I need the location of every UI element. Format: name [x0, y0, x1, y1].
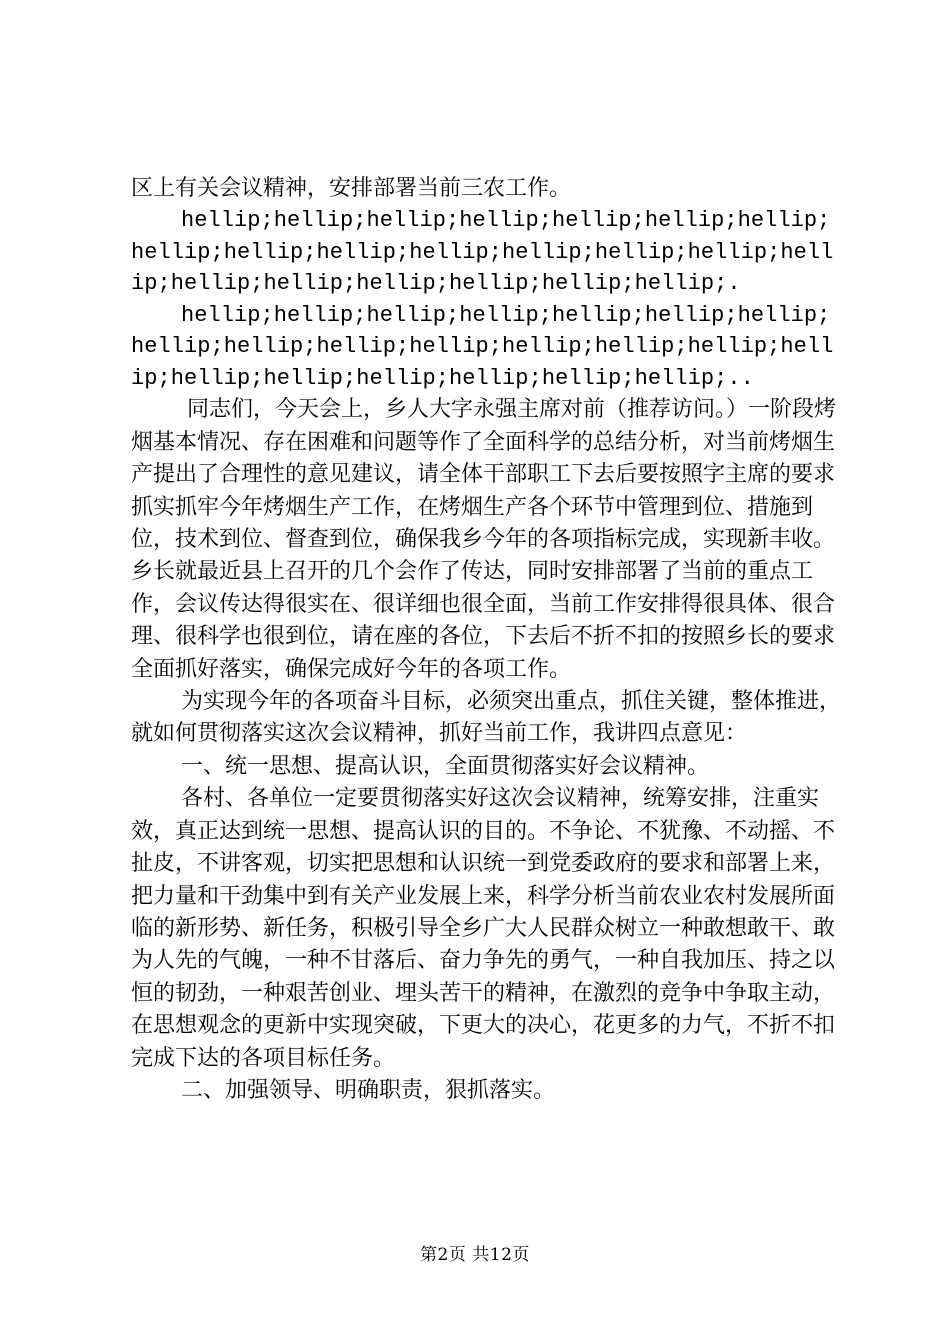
paragraph-continuation: 区上有关会议精神，安排部署当前三农工作。	[131, 176, 572, 201]
heading-point-one: 一、统一思想、提高认识，全面贯彻落实好会议精神。	[181, 753, 710, 779]
paragraph-comrades: 同志们，今天会上，乡人大字永强主席对前（推荐访问。）一阶段烤烟基本情况、存在困难和问题等作了全面科学的总结分析，对当前烤烟生产提出了合理性的意见建议，请全体干部职工下去后要按照字主席的要求抓实抓牢今年烤烟生产工作，在烤烟生产各个环节中管理到位、措施到位，技术到位、督查到位，确保我乡今年的各项指标完成，实现新丰收。乡长就最近县上召开的几个会作了传达，同时安排部署了当前的重点工作，会议传达得很实在、很详细也很全面，当前工作安排得很具体、很合理、很科学也很到位，请在座的各位，下去后不折不扣的按照乡长的要求全面抓好落实，确保完成好今年的各项工作。	[131, 397, 837, 682]
document-body	[131, 173, 841, 1107]
heading-point-two: 二、加强领导、明确职责，狠抓落实。	[181, 1077, 556, 1103]
paragraph-ellipsis-2: hellip;hellip;hellip;hellip;hellip;hellip;hellip;hellip;hellip;hellip;hellip;hellip;hellip;hellip;hellip;hellip;hellip;hellip;hellip;hellip;hellip;..	[131, 302, 834, 391]
paragraph-point-one-body: 各村、各单位一定要贯彻落实好这次会议精神，统筹安排，注重实效，真正达到统一思想、提高认识的目的。不争论、不犹豫、不动摇、不扯皮，不讲客观，切实把思想和认识统一到党委政府的要求和部署上来，把力量和干劲集中到有关产业发展上来，科学分析当前农业农村发展所面临的新形势、新任务，积极引导全乡广大人民群众树立一种敢想敢干、敢为人先的气魄，一种不甘落后、奋力争先的勇气，一种自我加压、持之以恒的韧劲，一种艰苦创业、埋头苦干的精神，在激烈的竞争中争取主动，在思想观念的更新中实现突破，下更大的决心，花更多的力气，不折不扣完成下达的各项目标任务。	[131, 786, 836, 1071]
page-number-footer: 第2页 共12页	[420, 1245, 530, 1265]
paragraph-four-points: 为实现今年的各项奋斗目标，必须突出重点，抓住关键，整体推进，就如何贯彻落实这次会议精神，抓好当前工作，我讲四点意见：	[131, 689, 842, 747]
paragraph-ellipsis-1: hellip;hellip;hellip;hellip;hellip;hellip;hellip;hellip;hellip;hellip;hellip;hellip;hellip;hellip;hellip;hellip;hellip;hellip;hellip;hellip;hellip;.	[131, 208, 834, 297]
